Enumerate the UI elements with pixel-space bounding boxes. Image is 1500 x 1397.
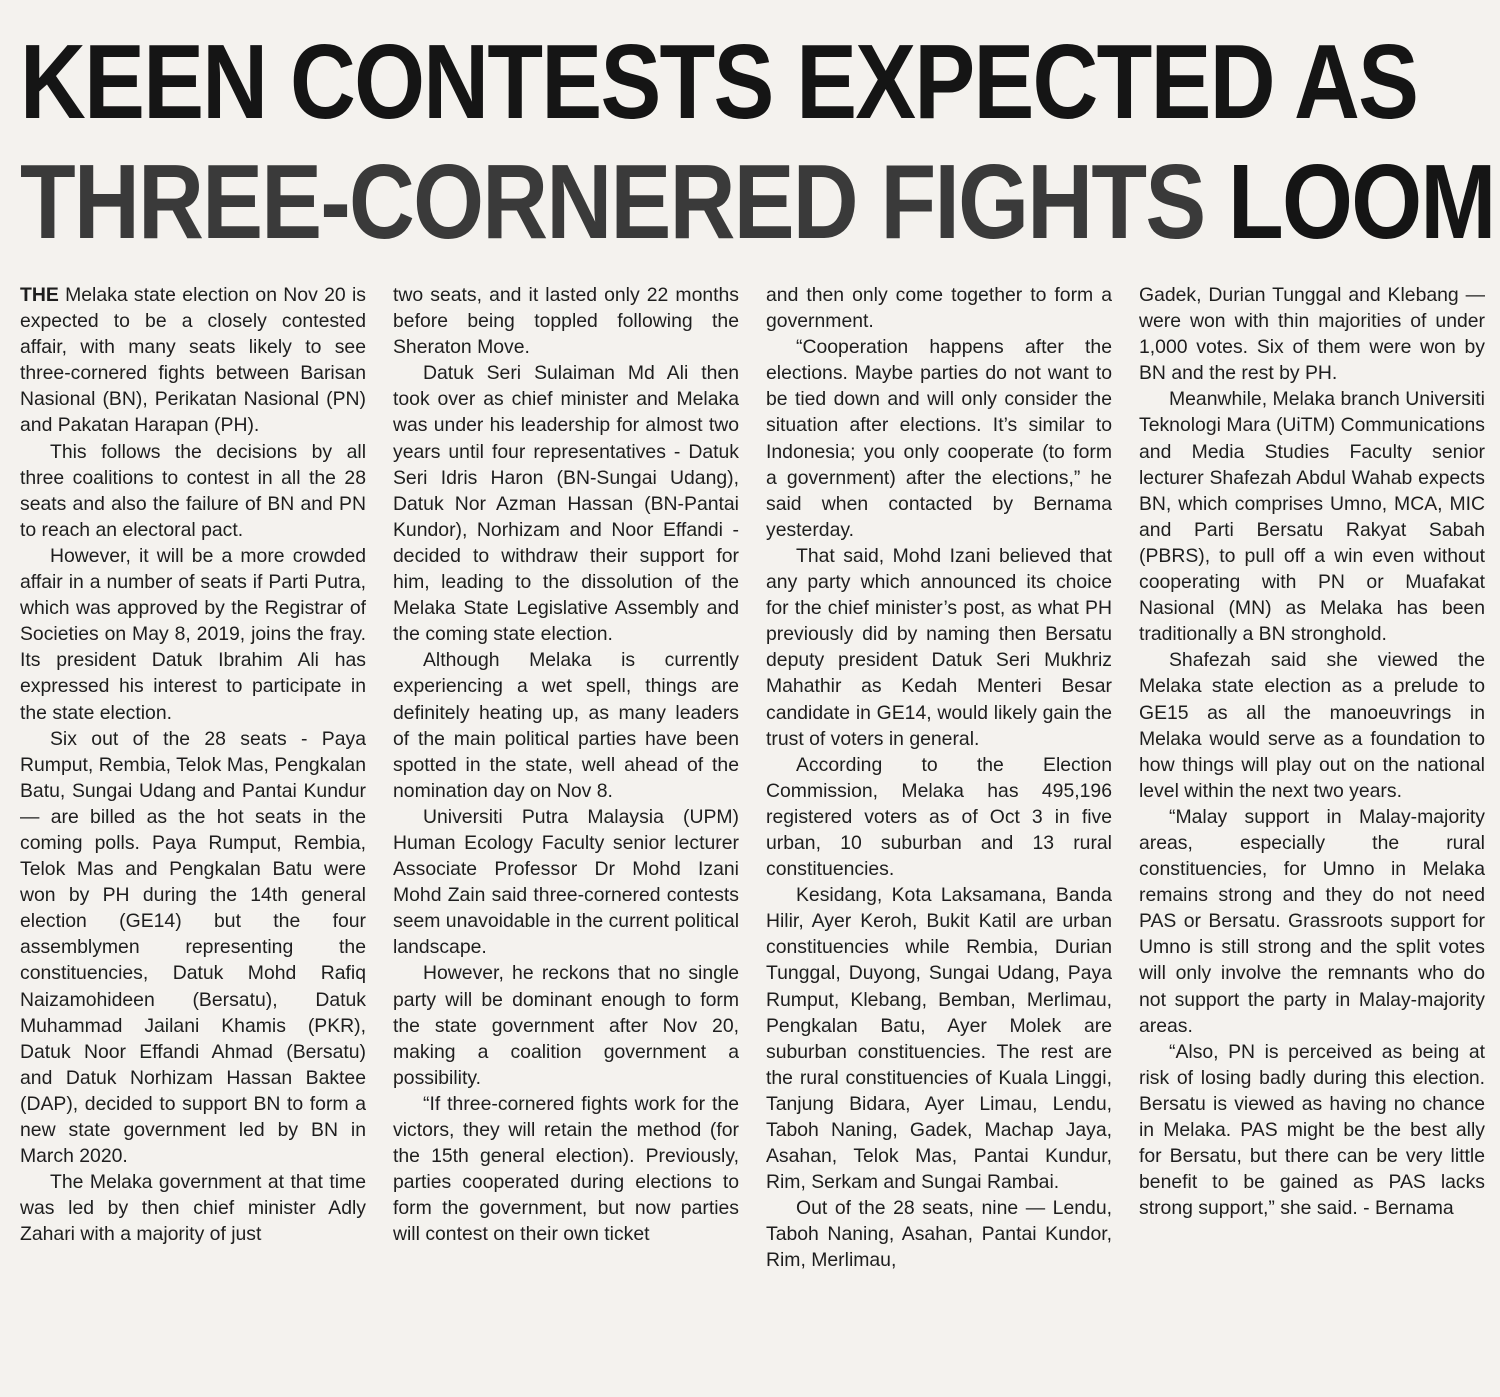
article-column-3	[766, 282, 1112, 1392]
article-paragraph: Datuk Seri Sulaiman Md Ali then took over as chief minister and Melaka was under his leadership for almost two years until four representatives - Datuk Seri Idris Haron (BN-Sungai Udang), Datuk Nor Azman Hassan (BN-Pantai Kundor), Norhizam and Noor Effandi - decided to withdraw their support for him, leading to the dissolution of the Melaka State Legislative Assembly and the coming state election.	[393, 362, 739, 646]
article-column-2	[393, 282, 739, 1392]
article-paragraph: Universiti Putra Malaysia (UPM) Human Ecology Faculty senior lecturer Associate Professor Dr Mohd Izani Mohd Zain said three-cornered contests seem unavoidable in the current political landscape.	[393, 805, 739, 959]
article-column-1	[20, 282, 366, 1392]
article-paragraph: That said, Mohd Izani believed that any party which announced its choice for the chief minister’s post, as what PH previously did by naming then Bersatu deputy president Datuk Seri Mukhriz Mahathir as Kedah Menteri Besar candidate in GE14, would likely gain the trust of voters in general.	[766, 544, 1112, 750]
article-paragraph: Six out of the 28 seats - Paya Rumput, Rembia, Telok Mas, Pengkalan Batu, Sungai Udang and Pantai Kundur — are billed as the hot seats in the coming polls. Paya Rumput, Rembia, Telok Mas and Pengkalan Batu were won by PH during the 14th general election (GE14) but the four assemblymen representing the constituencies, Datuk Mohd Rafiq Naizamohideen (Bersatu), Datuk Muhammad Jailani Khamis (PKR), Datuk Noor Effandi Ahmad (Bersatu) and Datuk Norhizam Hassan Baktee (DAP), decided to support BN to form a new state government led by BN in March 2020.	[20, 727, 366, 1168]
paragraph-text: Melaka state election on Nov 20 is expected to be a closely contested affair, with many seats likely to see three-cornered fights between Barisan Nasional (BN), Perikatan Nasional (PN) and Pakatan Harapan (PH).	[20, 284, 366, 437]
headline-line-2-last: LOOM	[1228, 143, 1495, 261]
headline	[20, 22, 1495, 262]
lead-word: THE	[20, 284, 59, 306]
article-paragraph: “Malay support in Malay-majority areas, especially the rural constituencies, for Umno in Melaka remains strong and they do not need PAS or Bersatu. Grassroots support for Umno is still strong and the split votes will only involve the remnants who do not support the party in Malay-majority areas.	[1139, 805, 1485, 1037]
article-paragraph: However, he reckons that no single party will be dominant enough to form the state government after Nov 20, making a coalition government a possibility.	[393, 962, 739, 1089]
article-paragraph	[20, 282, 366, 439]
article-paragraph: two seats, and it lasted only 22 months before being toppled following the Sheraton Move.	[393, 284, 739, 359]
article-column-4	[1139, 282, 1485, 1392]
article-paragraph: “If three-cornered fights work for the victors, they will retain the method (for the 15th general election). Previously, parties cooperated during elections to form the government, but now parties will contest on their own ticket	[393, 1092, 739, 1246]
article-body	[20, 282, 1485, 1392]
article-paragraph: “Also, PN is perceived as being at risk of losing badly during this election. Bersatu is viewed as having no chance in Melaka. PAS might be the best ally for Bersatu, but there can be very little benefit to be gained as PAS lacks strong support,” she said. - Bernama	[1139, 1040, 1485, 1220]
article-paragraph: The Melaka government at that time was led by then chief minister Adly Zahari with a majority of just	[20, 1171, 366, 1246]
article-paragraph: Meanwhile, Melaka branch Universiti Teknologi Mara (UiTM) Communications and Media Studies Faculty senior lecturer Shafezah Abdul Wahab expects BN, which comprises Umno, MCA, MIC and Parti Bersatu Rakyat Sabah (PBRS), to pull off a win even without cooperating with PN or Muafakat Nasional (MN) as Melaka has been traditionally a BN stronghold.	[1139, 388, 1485, 646]
article-paragraph: and then only come together to form a government.	[766, 284, 1112, 333]
headline-line-2	[20, 142, 1495, 262]
headline-line-1: KEEN CONTESTS EXPECTED AS	[20, 23, 1418, 141]
headline-line-2-main: THREE-CORNERED FIGHTS	[20, 143, 1205, 261]
article-paragraph: According to the Election Commission, Melaka has 495,196 registered voters as of Oct 3 in five urban, 10 suburban and 13 rural constituencies.	[766, 753, 1112, 881]
article-paragraph: This follows the decisions by all three coalitions to contest in all the 28 seats and also the failure of BN and PN to reach an electoral pact.	[20, 440, 366, 541]
article-paragraph: However, it will be a more crowded affair in a number of seats if Parti Putra, which was approved by the Registrar of Societies on May 8, 2019, joins the fray. Its president Datuk Ibrahim Ali has expressed his interest to participate in the state election.	[20, 544, 366, 724]
article-paragraph: Kesidang, Kota Laksamana, Banda Hilir, Ayer Keroh, Bukit Katil are urban constituencies while Rembia, Durian Tunggal, Duyong, Sungai Udang, Paya Rumput, Klebang, Bemban, Merlimau, Pengkalan Batu, Ayer Molek are suburban constituencies. The rest are the rural constituencies of Kuala Linggi, Tanjung Bidara, Ayer Limau, Lendu, Taboh Naning, Gadek, Machap Jaya, Asahan, Telok Mas, Pantai Kundur, Rim, Serkam and Sungai Rambai.	[766, 884, 1112, 1194]
article-paragraph: Although Melaka is currently experiencing a wet spell, things are definitely heating up, as many leaders of the main political parties have been spotted in the state, well ahead of the nomination day on Nov 8.	[393, 649, 739, 802]
article-paragraph: Gadek, Durian Tunggal and Klebang — were won with thin majorities of under 1,000 votes. Six of them were won by BN and the rest by PH.	[1139, 284, 1485, 385]
article-paragraph: Shafezah said she viewed the Melaka state election as a prelude to GE15 as all the manoeuvrings in Melaka would serve as a foundation to how things will play out on the national level within the next two years.	[1139, 649, 1485, 802]
article-paragraph: Out of the 28 seats, nine — Lendu, Taboh Naning, Asahan, Pantai Kundor, Rim, Merlimau,	[766, 1197, 1112, 1272]
article-paragraph: “Cooperation happens after the elections. Maybe parties do not want to be tied down and will only consider the situation after elections. It’s similar to Indonesia; you only cooperate (to form a government) after the elections,” he said when contacted by Bernama yesterday.	[766, 336, 1112, 541]
